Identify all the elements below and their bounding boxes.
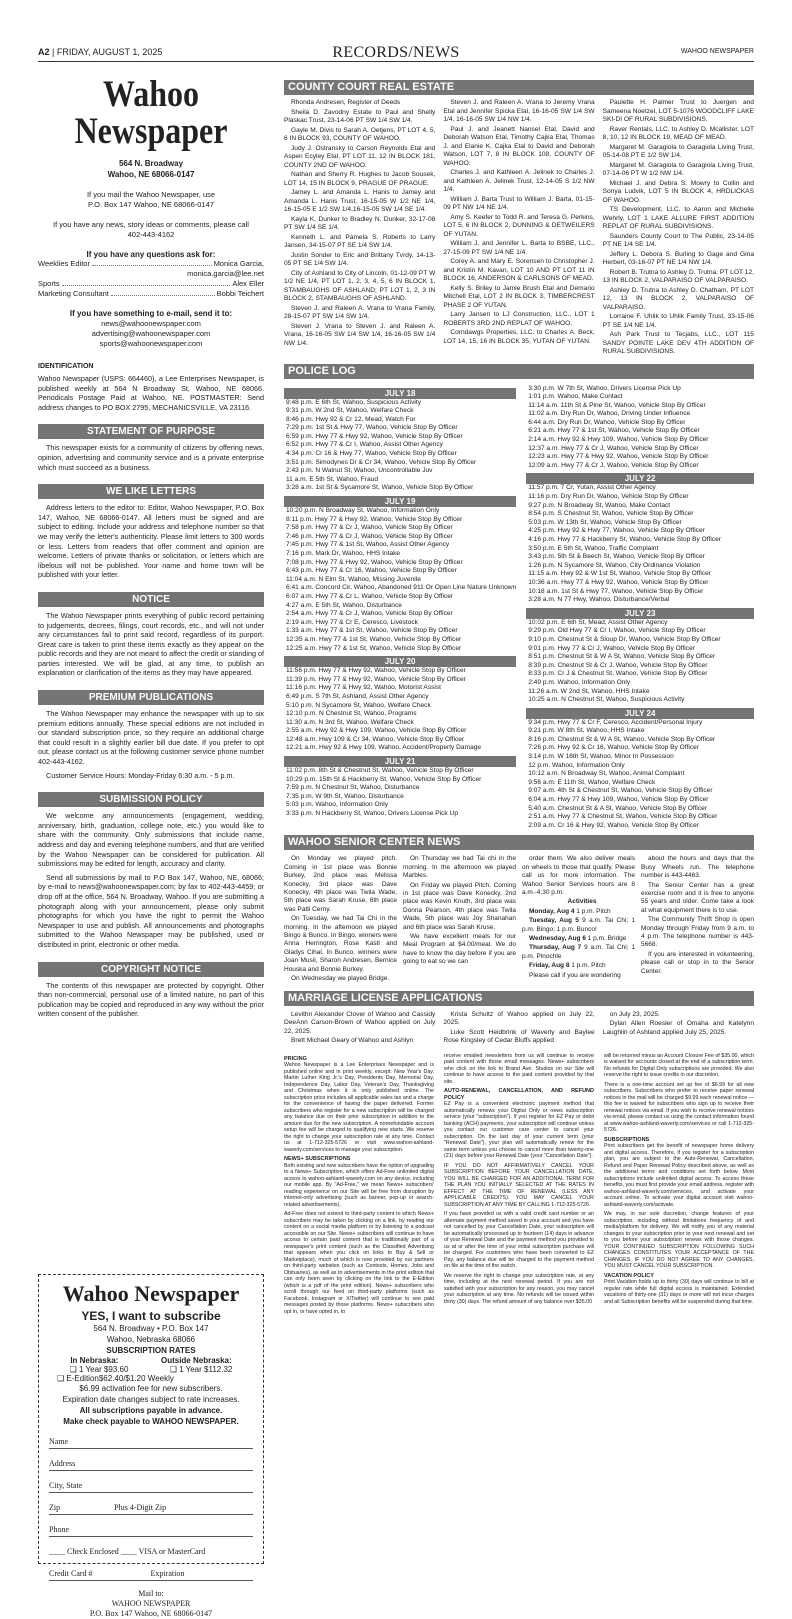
log-entry: 2:09 a.m. Cr 16 & Hwy 92, Wahoo, Vehicle Stop By Officer <box>528 821 699 829</box>
terms-paragraph: Print Vacation holds up to thirty (30) days will continue to bill at regular rate while full digital access is maintained. Extended vacations of thirty-one (31) days or more will not incur charges and all Subscription benefits will be suspended during that time. <box>604 1279 754 1305</box>
log-entry: 5:40 a.m. Chestnut St & A St, Wahoo, Vehicle Stop By Officer <box>528 804 708 812</box>
log-entry: 12:37 a.m. Hwy 77 & Cr J, Wahoo, Vehicle Stop By Officer <box>528 444 699 452</box>
copyright-text: The contents of this newspaper are protected by copyright. Other than non-commercial, personal use of a limited nature, no part of this publication may be copied and reproduced in any way without the prior written consent of the publisher. <box>38 980 264 1019</box>
terms-paragraph: Print subscribers get the benefit of newspaper home delivery and digital access. Therefore, if you register for a subscription plan, you are subject to the Auto-Renewal, Cancellation, Refund and Paper Renewal Policy described above, as well as the additional terms and conditions set forth below. Most subscriptions include unlimited digital access. To access these benefits, you must first provide your email address, register with wahoo-ashland-waverly.com/services, and activate your account online. To activate your digital account visit wahoo-ashland-waverly.com/activate. <box>604 1143 754 1208</box>
terms-paragraph: receive emailed newsletters from us will continue to receive paid content with those email messages. News+ subscribers who click on the link to Brand Ave. Studios on our Site will continue to have access to the paid content provided by that site. <box>444 1052 594 1085</box>
senior-paragraph: On Monday we played pitch. Coming in 1st place was Bonnie Burkey, 2nd place was Melissa Konecky, 3rd place was Dave Konecky, 4th place was Twila Wade, 5th place was Sarah Kruse, 6th place was Patti Cerny. <box>284 855 397 913</box>
court-entry: Steven J. Vrana to Steven J. and Raleen A. Vrana, 16-16-05 SW 1/4 SW 1/4, 16-16-05 SW 1/4 NW 1/4. <box>284 322 436 347</box>
rates-options <box>49 1365 253 1374</box>
log-entry: 7:08 p.m. Hwy 77 & Hwy 92, Wahoo, Vehicle Stop By Officer <box>286 558 463 566</box>
terms-paragraph: Wahoo Newspaper is a Lee Enterprises Newspaper and is published online and in print weekly, except: New Year's Day, Martin Luther King Jr.'s Day, Presidents Day, Memorial Day, Independence Day, Labor Day, Veteran's Day, Thanksgiving and Christmas when it is only published online. The subscription price includes all applicable sales tax and a charge for the convenience of having the paper delivered. Former subscribers who register for a new subscription will be charged any balance due on their prior subscription in addition to the amount due for the new subscription. A nonrefundable account setup fee will be charged to qualifying new starts. We reserve the right to change your subscription rate at any time. Contact us at 1-712-325-5726 or visit www.wahoo-ashland-waverly.com/services to manage your subscription. <box>284 1062 434 1153</box>
customer-service-hours: Customer Service Hours: Monday-Friday 6:30 a.m. - 5 p.m. <box>46 770 235 780</box>
court-records <box>284 99 754 358</box>
terms-col-3 <box>604 1053 754 1319</box>
date-bar: JULY 21 <box>284 756 516 767</box>
terms-paragraph: Ad-Free does not extend to third-party content to which News+ subscribers may be taken by clicking on a link, by reading our content on a social media platform or by listening to a podcast accessible on our Site. News+ subscribers will continue to have access to certain paid content that is traditionally part of a newspaper's print content (such as the Classified Advertising that appears when you click on links to Buy & Sell or Marketplace), much of which is now provided by our partners on third-party websites (such as Contests, Homes, Jobs and Obituaries), as well as to advertisements in the print edition that can only been seen by clicking on the link to the E-Edition (which is a pdf of the print edition). News+ subscribers who scroll through our feed on third-party platforms (such as Facebook, Instagram or X/Twitter) will continue to see paid messages posted by those platforms. News+ subscribers who opt in, or have opted in, to <box>284 1211 434 1315</box>
log-entry: 5:03 p.m. Wahoo, Information Only <box>286 801 389 809</box>
log-entry: 7:45 p.m. Hwy 77 & 1st St, Wahoo, Assist Other Agency <box>286 541 450 549</box>
log-entry: 4:25 p.m. Hwy 92 & Hwy 77, Wahoo, Vehicle Stop By Officer <box>528 527 705 535</box>
log-entry: 12 p.m. Wahoo, Information Only <box>528 761 625 769</box>
court-entry: Judy J. Ostransky to Carson Reynolds Etal and Aspen Ecyley Etal, PT LOT 11, 12 IN BLOCK 181, COUNTY 2ND OF WAHOO. <box>284 144 436 169</box>
court-entry: Steven J. and Raleen A. Vrana to Jeremy Vrana Etal and Jennifer Spicka Etal, 16-16-05 SW 1/4 SW 1/4, 16-16-05 SW 1/4 NW 1/4. <box>443 99 595 123</box>
court-entry: Saunders County Court to The Public, 23-14-05 PT NE 1/4 SE 1/4. <box>602 232 754 248</box>
log-entry: 11:14 a.m. 11th St & Pine St, Wahoo, Vehicle Stop By Officer <box>528 401 706 409</box>
log-entry: 11:26 a.m. W 2nd St, Wahoo, HHS Intake <box>528 687 650 695</box>
log-entry: 11:39 p.m. Hwy 77 & Hwy 92, Wahoo, Vehicle Stop By Officer <box>286 675 466 683</box>
terms-paragraph: EZ Pay is a convenient electronic payment method that automatically renews your Digital Only or news subscription service (your "subscription"). If you register for EZ Pay or debit banking (ACH) payments, your subscription will continue unless you contact our customer care center to cancel your subscription. On the last day of your current term (your "Renewal Date"), your plan will automatically renew for the same term unless you choose to cancel more than twenty-one (21) days before your Renewal Date (your "Cancellation Date"). <box>444 1101 594 1159</box>
log-entry: 9:10 p.m. Chestnut St & Sloup Dr, Wahoo, Vehicle Stop By Officer <box>528 635 721 643</box>
phone-field[interactable]: Phone <box>49 1525 253 1537</box>
coupon-title: YES, I want to subscribe <box>81 1309 221 1323</box>
rates-heading: SUBSCRIPTION RATES <box>106 1346 196 1355</box>
coupon-address: 564 N. Broadway • P.O. Box 147 Wahoo, Nebraska 68066 <box>93 1324 209 1344</box>
terms-heading: VACATION POLICY <box>604 1272 654 1279</box>
court-entry: Ash Park Trust to Tecjabs, LLC., LOT 115 SANDY POINTE LAKE DEV 4TH ADDITION OF RURAL SUBDIVISIONS. <box>602 331 754 355</box>
log-entry: 8:11 p.m. Hwy 77 & Hwy 92, Wahoo, Vehicle Stop By Officer <box>286 515 463 523</box>
marriage-entry: on July 23, 2025. <box>609 1010 660 1018</box>
court-entry: Margaret M. Garagiola to Garagiola Living Trust, 05-14-08 PT E 1/2 SW 1/4. <box>602 143 754 159</box>
marriage-entry: Brett Michael Geary of Wahoo and Ashlyn <box>291 1037 414 1044</box>
dot-leader <box>62 279 231 286</box>
contact-row <box>38 269 264 279</box>
questions-list <box>38 259 264 299</box>
court-entry: Jamey L. and Amanda L. Hanis to Jamey and Amanda L. Hanis Trust, 16-15-05 W 1/2 NE 1/4, 16-15-05 E 1/2 SW 1/4,16-15-05 SW 1/4 SE 1/4. <box>284 189 436 213</box>
log-entry: 11:04 a.m. N Elm St, Wahoo, Missing Juvenile <box>286 575 421 583</box>
log-entry: 11:15 a.m. Hwy 92 & W 1st St, Wahoo, Vehicle Stop By Officer <box>528 570 711 578</box>
credit-card-field[interactable]: Credit Card # Expiration <box>49 1569 253 1581</box>
senior-paragraph: On Wednesday we played Bridge. <box>291 975 390 983</box>
log-entry: 7:29 p.m. 1st St & Hwy 77, Wahoo, Vehicle Stop By Officer <box>286 424 458 432</box>
mail-info: If you mail the Wahoo Newspaper, use P.O. Box 147 Wahoo, NE 68066-0147 <box>86 190 216 209</box>
log-entry: 7:59 p.m. N Chestnut St, Wahoo, Disturbance <box>286 784 420 792</box>
senior-paragraph: On Thursday we had Tai chi in the morning. In the afternoon we played Marbles. <box>403 855 516 880</box>
rates-regions: In Nebraska: Outside Nebraska: <box>70 1356 232 1365</box>
police-col-left <box>284 385 516 831</box>
senior-paragraph: If you are interested in volunteering, please call or stop in to the Senior Center. <box>641 950 754 975</box>
letters-text: Address letters to the editor to: Editor, Wahoo Newspaper, P.O. Box 147, Wahoo, NE 68066-0147. All letters must be signed and are subject to editing. Include your address and telephone number so that we may verify the letter's authenticity. Please limit letters to 300 words or less. Letters from readers that offer comment and opinion are welcome. Letters of private thanks or solicitation, or letters which are libelous will not be published. Your name and home town will be published with your letter. <box>38 503 264 580</box>
log-entry: 4:16 p.m. Hwy 77 & Hackberry St, Wahoo, Vehicle Stop By Officer <box>528 536 721 543</box>
court-entry: Kenneth L. and Pamela S. Roberts to Larry Jansen, 34-15-07 PT SE 1/4 SW 1/4. <box>284 233 436 249</box>
log-entry: 8:39 p.m. Chestnut St & Cr J, Wahoo, Vehicle Stop By Officer <box>528 661 708 669</box>
date-bar: JULY 22 <box>526 473 754 484</box>
identification-heading: IDENTIFICATION <box>38 363 94 370</box>
log-entry: 7:35 p.m. W 9th St, Wahoo, Disturbance <box>286 792 404 800</box>
log-entry: 12:48 a.m. Hwy 109 & Cr 34, Wahoo, Vehicle Stop By Officer <box>286 735 465 743</box>
log-entry: 2:49 p.m. Wahoo, Information Only <box>528 678 631 686</box>
senior-news <box>284 855 754 984</box>
court-entry: City of Ashland to City of Lincoln, 01-12-09 PT W 1/2 NE 1/4, PT LOT 1, 2, 3, 4, 5, 6 IN BLOCK 1, STAMBAUGHS OF ASHLAND; PT LOT 1, 2, 3 IN BLOCK 2, STAMBAUGHS OF ASHLAND. <box>284 269 436 302</box>
log-entry: 9:31 p.m. W 2nd St, Wahoo, Welfare Check <box>286 407 414 415</box>
log-entry: 2:19 a.m. Hwy 77 & Cr E, Ceresco, Livestock <box>286 618 418 626</box>
senior-col-1 <box>284 855 397 984</box>
log-entry: 10:18 a.m. 1st St & Hwy 77, Wahoo, Vehicle Stop By Officer <box>528 587 704 595</box>
log-entry: 12:09 a.m. Hwy 77 & Cr J, Wahoo, Vehicle Stop By Officer <box>528 461 699 469</box>
premium-heading: PREMIUM PUBLICATIONS <box>38 690 264 705</box>
senior-col-4 <box>641 855 754 984</box>
court-entry: Amy S. Keefer to Todd R. and Teresa G. Perkins, LOT 5, 6 IN BLOCK 2, DUNNING & DETWEILERS OF YUTAN. <box>443 213 595 238</box>
log-entry: 11:16 p.m. Dry Run Dr, Wahoo, Vehicle Stop By Officer <box>528 493 689 501</box>
log-entry: 9:48 p.m. E 6th St, Wahoo, Suspicious Activity <box>286 398 421 406</box>
contact-row <box>38 279 264 289</box>
terms-paragraph: Both existing and new subscribers have the option of upgrading to a News+ Subscription, which offers Ad-Free unlimited digital access to wahoo-ashland-waverly.com on any device, including our mobile app. By "Ad-Free," we mean News+ subscribers' reading experience on our Site will be free from disruption by internet-only advertising (such as banner, pop-up or search-related advertisements). <box>284 1162 434 1208</box>
city-state-field[interactable]: City, State <box>49 1481 253 1493</box>
fee-note: $6.99 activation fee for new subscribers. <box>79 1384 223 1393</box>
right-columns <box>284 80 754 1318</box>
court-entry: Paulette H. Palmer Trust to Juergen and Sameena Noetzel, LOT 5-1076 WOODCLIFF LAKE SKI-DI OF RURAL SUBDIVISIONS. <box>602 99 754 123</box>
log-entry: 6:07 a.m. Hwy 77 & Cr L, Wahoo, Vehicle Stop By Officer <box>286 592 454 600</box>
copyright-heading: COPYRIGHT NOTICE <box>38 962 264 977</box>
email-address: advertising@wahoonewspaper.com <box>91 329 211 338</box>
court-entry: William J. Barta Trust to William J. Barta, 01-15-09 PT NW 1/4 NE 1/4. <box>443 195 595 211</box>
log-entry: 11:30 a.m. N 3rd St, Wahoo, Welfare Check <box>286 718 414 726</box>
log-entry: 11:02 p.m. 8th St & Chestnut St, Wahoo, Vehicle Stop By Officer <box>286 767 474 775</box>
court-entry: Ashley D. Trutna to Ashley D. Chatham, PT LOT 12, 13 IN BLOCK 2, VALPARAISO OF VALPARAISO. <box>602 286 754 311</box>
contact-role: Weeklies Editor <box>38 259 90 268</box>
date-bar: JULY 19 <box>284 496 516 507</box>
dot-leader <box>111 289 215 296</box>
log-entry: 11:02 a.m. Dry Run Dr, Wahoo, Driving Under Influence <box>528 410 691 418</box>
contact-name: Bobbi Teichert <box>216 289 264 298</box>
subscription-terms <box>284 1053 754 1319</box>
contact-row <box>38 259 264 269</box>
court-entry: Corndawgs Properties, LLC. to Charles A. Beck, LOT 14, 15, 16 IN BLOCK 35, YUTAN OF YUTAN. <box>443 329 595 345</box>
submission-text-2: Send all submissions by mail to P.O Box 147, Wahoo, NE, 68066; by e-mail to news@wahoonewspaper.com; by fax to 402-443-4459; or drop off at the office, 564 N. Broadway, Wahoo. If you are submitting a photograph along with your announcement, please only submit photographs for which you have the right to permit the Wahoo Newspaper to use and publish. All announcements and photographs submitted to the Wahoo Newspaper may be published, used or distributed in print, electronic or other media. <box>38 872 264 949</box>
log-entry: 3:28 a.m. N 77 Hwy, Wahoo, Disturbance/Verbal <box>528 596 670 604</box>
log-entry: 9:34 p.m. Hwy 77 & Cr F, Ceresco, Accident/Personal Injury <box>528 718 703 726</box>
date-bar: JULY 20 <box>284 656 516 667</box>
court-col-3 <box>603 99 754 358</box>
marriage-entry: Dylan Allen Roesler of Omaha and Katelynn Laughlin of Ashland applied July 25, 2025. <box>602 1020 754 1036</box>
court-entry: Michael J. and Debra S. Mowry to Collin and Sonya Ludvik, LOT 5 IN BLOCK 4, HRDLICKAS OF WAHOO. <box>602 179 754 204</box>
contact-row <box>38 289 264 299</box>
marriage-entry: Krista Schultz of Wahoo applied on July 22, 2025. <box>443 1010 595 1026</box>
senior-paragraph: On Tuesday, we had Tai Chi in the morning. In the afternoon we played Bingo & Bunco. In Bingo, winners were Anna Herrington, Rose Kastl and Gladys Cihal. In Bunco, winners were Joan Musil, Sharon Andresen, Bernice Houska and Bonnie Burkey. <box>284 915 397 973</box>
court-entry: Justin Sonder to Eric and Brittany Tvrdy, 14-13-05 PT SE 1/4 SW 1/4. <box>284 251 436 267</box>
court-entry: Nathan and Sherry R. Hughes to Jacob Sousek, LOT 14, 15 IN BLOCK 9, PRAGUE OF PRAGUE. <box>284 171 436 187</box>
log-entry: 6:49 p.m. S 7th St, Ashland, Assist Other Agency <box>286 692 429 700</box>
court-entry: Rhonda Andresen, Register of Deeds <box>291 99 401 106</box>
log-entry: 2:51 a.m. Hwy 77 & Chestnut St, Wahoo, Vehicle Stop By Officer <box>528 813 718 821</box>
log-entry: 9:07 a.m. 4th St & Chestnut St, Wahoo, Vehicle Stop By Officer <box>528 787 713 795</box>
log-entry: 3:51 p.m. Simodynes Dr & Cr 34, Wahoo, Vehicle Stop By Officer <box>286 458 477 466</box>
log-entry: 6:41 a.m. Concord Cir, Wahoo, Abandoned 911 Or Open Line Nature Unknown <box>286 584 517 592</box>
log-entry: 6:52 p.m. Hwy 77 & Cr I, Wahoo, Assist Other Agency <box>286 441 443 449</box>
court-col-1 <box>284 99 435 358</box>
marriage-licenses <box>284 1011 754 1047</box>
mail-to: Mail to: WAHOO NEWSPAPER P.O. Box 147 Wahoo, NE 68066-0147 <box>89 1589 213 1618</box>
log-entry: 7:16 p.m. Mark Dr, Wahoo, HHS Intake <box>286 550 401 557</box>
marriage-heading: MARRIAGE LICENSE APPLICATIONS <box>284 991 754 1006</box>
court-entry: Margaret M. Garagiola to Garagiola Living Trust, 07-14-06 PT W 1/2 NW 1/4. <box>602 161 754 177</box>
log-entry: 9:01 p.m. Hwy 77 & Cr J, Wahoo, Vehicle Stop By Officer <box>528 644 695 652</box>
log-entry: 8:16 p.m. Chestnut St & W A St, Wahoo, Vehicle Stop By Officer <box>528 735 716 743</box>
log-entry: 2:54 a.m. Hwy 77 & Cr J, Wahoo, Vehicle Stop By Officer <box>286 610 453 618</box>
senior-paragraph: The Senior Center has a great exercise room and it is free to anyone 55 years and older. Come take a look at what equipment there is to use. <box>641 881 754 914</box>
log-entry: 11:16 p.m. Hwy 77 & Hwy 92, Wahoo, Motorist Assist <box>286 684 442 692</box>
terms-heading: AUTO-RENEWAL, CANCELLATION, AND REFUND POLICY <box>444 1088 594 1101</box>
log-entry: 1:01 p.m. Wahoo, Make Contact <box>528 393 623 401</box>
letters-heading: WE LIKE LETTERS <box>38 484 264 499</box>
address: 564 N. Broadway Wahoo, NE 68066-0147 <box>107 159 195 179</box>
purpose-text: This newspaper exists for a community of citizens by offering news, opinion, advertising and community service and is a private enterprise which must succeed as a business. <box>38 443 264 472</box>
coupon-masthead: Wahoo Newspaper <box>62 1281 240 1306</box>
log-entry: 3:43 p.m. 5th St & Beech St, Wahoo, Vehicle Stop By Officer <box>528 553 705 561</box>
submission-text: We welcome any announcements (engagement, wedding, anniversary, birth, graduation, college note, etc.) you would like to share with the community. Only submissions that include name, address and day and evening telephone numbers, and that are verified by the Wahoo Newspaper can be considered for publication. All submissions may be edited for length, accuracy and clarity. <box>38 811 264 869</box>
log-entry: 2:14 a.m. Hwy 92 & Hwy 109, Wahoo, Vehicle Stop By Officer <box>528 436 709 444</box>
terms-paragraph: We reserve the right to change your subscription rate, at any time, including at the next renewal period. If you are not satisfied with your subscription for any reason, you may cancel your subscription at any time. No refunds will be issued within thirty (30) days. The refund amount of any balance over $35.00 <box>444 1272 594 1305</box>
log-entry: 3:33 p.m. N Hackberry St, Wahoo, Drivers License Pick Up <box>286 810 458 818</box>
court-entry: Corey A. and Mary E. Sorensen to Christopher J. and Kristin M. Kavan, LOT 10 AND PT LOT 11 IN BLOCK 16, ANDERSON & CARLSONS OF MEAD. <box>443 258 595 282</box>
log-entry: 3:50 p.m. E 5th St, Wahoo, Traffic Complaint <box>528 544 659 552</box>
senior-col-3: order them. We also deliver meals on wheels to those that qualify. Please call us for more information. The Wahoo Senior Services hours are 8 a.m.-4:30 p.m. Activities Monday, Aug 4 1 p.m. Pitch Tuesday, Aug 5 9 a.m. Tai Chi; 1 p.m. Bingo; 1 p.m. Bunco! Wednesday, Aug 6 1 p.m. Bridge Thursday, Aug 7 9 a.m. Tai Chi; 1 p.m. Pinochle Friday, Aug 8 1 p.m. Pitch Please call if you are wondering <box>522 855 636 979</box>
log-entry: 10:36 a.m. Hwy 77 & Hwy 92, Wahoo, Vehicle Stop By Officer <box>528 578 709 586</box>
contact-role: Marketing Consultant <box>38 289 109 298</box>
log-entry: 6:44 a.m. Dry Run Dr, Wahoo, Vehicle Stop By Officer <box>528 418 686 426</box>
log-entry: 3:14 p.m. W 16th St, Wahoo, Minor In Possession <box>528 753 674 761</box>
marriage-col-3 <box>603 1011 754 1047</box>
log-entry: 12:23 a.m. Hwy 77 & Hwy 92, Wahoo, Vehicle Stop By Officer <box>528 453 709 461</box>
contact-name: Alex Eller <box>232 279 264 288</box>
court-entry: Paul J. and Jeanett Nansel Etal, David and Deborah Watson Etal, Timothy Cajka Etal, Thomas J. and Elanie K. Cajka Etal to David and Deborah Watson, LOT 7, 8 IN BLOCK 108, COUNTY OF WAHOO. <box>443 125 595 167</box>
date-bar: JULY 24 <box>526 708 754 719</box>
submission-heading: SUBMISSION POLICY <box>38 792 264 807</box>
log-entry: 4:27 a.m. E 5th St, Wahoo, Disturbance <box>286 601 402 609</box>
marriage-col-2 <box>443 1011 594 1047</box>
log-entry: 3:28 a.m. 1st St & Sycamore St, Wahoo, Vehicle Stop By Officer <box>286 484 474 492</box>
log-entry: 3:30 p.m. W 7th St, Wahoo, Drivers License Pick Up <box>528 384 681 392</box>
terms-heading: NEWS+ SUBSCRIPTIONS <box>284 1156 351 1162</box>
log-entry: 8:51 p.m. Chestnut St & W A St, Wahoo, Vehicle Stop By Officer <box>528 653 716 661</box>
log-entry: 1:33 a.m. Hwy 77 & 1st St, Wahoo, Vehicle Stop By Officer <box>286 627 458 635</box>
log-entry: 1:26 p.m. N Sycamore St, Wahoo, City Ordinance Violation <box>528 561 701 569</box>
date-bar: JULY 18 <box>284 388 516 399</box>
log-entry: 10:29 p.m. 15th St & Hackberry St, Wahoo, Vehicle Stop By Officer <box>286 775 482 783</box>
court-entry: Kayla K. Dunker to Bradley N. Dunker, 32-17-08 PT SW 1/4 SE 1/4. <box>284 215 436 231</box>
notice-text: The Wahoo Newspaper prints everything of public record pertaining to judgements, decrees, filings, court records, etc., and will not under any circumstances fail to print said record, regardless of its purport. Great care is taken to print these items exactly as they appear on the public records and they are not meant to affect the credit or standing of parties interested. We will be glad, at any time, to publish an explanation or clarification of the items as they may have appeared. <box>38 610 264 678</box>
log-entry: 9:56 a.m. E 11th St, Wahoo, Welfare Check <box>528 778 656 786</box>
section-title: RECORDS/NEWS <box>332 44 460 61</box>
log-entry: 9:21 p.m. W 8th St, Wahoo, HHS Intake <box>528 727 645 735</box>
senior-paragraph: The Community Thrift Shop is open Monday through Friday from 9 a.m. to 4 p.m. The telephone number is 443-5668. <box>641 916 754 949</box>
police-col-right <box>526 385 754 831</box>
log-entry: 7:26 p.m. Hwy 92 & Cr 16, Wahoo, Vehicle Stop By Officer <box>528 744 699 752</box>
log-entry: 2:55 a.m. Hwy 92 & Hwy 109, Wahoo, Vehicle Stop By Officer <box>286 727 467 735</box>
log-entry: 6:59 p.m. Hwy 77 & Hwy 92, Wahoo, Vehicle Stop By Officer <box>286 432 463 440</box>
terms-paragraph: If you have provided us with a valid credit card number or an alternate payment method saved in your account and you have not cancelled by your Cancellation Date, your subscription will be automatically processed up to fourteen (14) days in advance of your Renewal Date and the payment method you provided to us at or after the time of your initial subscription purchase will be charged. For customers who have been converted to EZ Pay, any balance due will be charged to the payment method on file at the time of the switch. <box>444 1211 594 1269</box>
log-entry: 12:10 p.m. N Chestnut St, Wahoo, Programs <box>286 710 417 718</box>
court-entry: Kelly S. Briley to Jamie Brush Etal and Demario Mitchell Etal, LOT 2 IN BLOCK 3, TIMBERCREST PHASE 2 OF YUTAN. <box>443 284 595 309</box>
court-entry: Charles J. and Kathleen A. Jelinek to Charles J. and Kathleen A. Jelinek Trust, 12-14-05 S 1/2 NW 1/4. <box>443 169 595 193</box>
e-edition-option[interactable]: ❑ E-Edition$62.40/$1.20 Weekly <box>57 1374 174 1383</box>
stories-info: If you have any news, story ideas or comments, please call 402-443-4162 <box>53 220 249 239</box>
address-field[interactable]: Address <box>49 1459 253 1471</box>
dot-leader <box>92 259 212 266</box>
log-entry: 11:56 p.m. Hwy 77 & Hwy 92, Wahoo, Vehicle Stop By Officer <box>286 667 466 675</box>
masthead: Wahoo Newspaper <box>74 72 228 152</box>
log-entry: 8:33 p.m. Cr J & Chestnut St, Wahoo, Vehicle Stop By Officer <box>528 670 708 678</box>
log-entry: 5:10 p.m. N Sycamore St, Wahoo, Welfare Check <box>286 701 431 709</box>
email-address: sports@wahoonewspaper.com <box>99 339 203 348</box>
court-entry: TS Development, LLC. to Aaron and Michelle Wehrly, LOT 1 LAKE ALLURE FIRST ADDITION REPLAT OF RURAL SUBDIVISIONS. <box>602 206 754 230</box>
court-entry: Steven J. and Raleen A. Vrana to Vrana Family, 28-15-07 PT SW 1/4 SW 1/4. <box>284 304 436 320</box>
marriage-col-1 <box>284 1011 435 1047</box>
terms-paragraph: There is a one-time account set up fee of $6.99 for all new subscribers. Subscribers who prefer to receive paper renewal notices in the mail will be charged $9.99 each renewal notice — this fee is waived for subscribers who sign up to receive their renewal notices via email. If you wish to receive renewal notices via email, please contact us using the contact information found at www.wahoo-ashland-waverly.com/services or call 1-712-325-5726. <box>604 1081 754 1133</box>
contact-email: monica.garcia@lee.net <box>187 269 264 278</box>
log-entry: 12:35 a.m. Hwy 77 & 1st St, Wahoo, Vehicle Stop By Officer <box>286 635 462 643</box>
expiration-note: Expiration date changes subject to rate increases. <box>62 1395 240 1404</box>
log-entry: 6:43 p.m. Hwy 77 & Cr 16, Wahoo, Vehicle Stop By Officer <box>286 567 457 575</box>
terms-col-2 <box>444 1053 594 1319</box>
court-heading: COUNTY COURT REAL ESTATE <box>284 80 754 95</box>
court-entry: Gayle M. Divis to Sarah A. Oetjens, PT LOT 4, 5, 6 IN BLOCK 93, COUNTY OF WAHOO. <box>284 126 436 142</box>
log-entry: 9:29 p.m. Old Hwy 77 & Cr I, Wahoo, Vehicle Stop By Officer <box>528 627 706 635</box>
senior-heading: WAHOO SENIOR CENTER NEWS <box>284 835 754 850</box>
marriage-entry: Levithn Alexander Clover of Wahoo and Cassidy DeeAnn Carson-Brown of Wahoo applied on July 22, 2025. <box>284 1010 436 1035</box>
senior-col-2 <box>403 855 516 984</box>
notice-heading: NOTICE <box>38 592 264 607</box>
terms-paragraph: We may, in our sole discretion, change features of your subscription, including without limitations frequency of and media/platform for delivery. We will notify you of any material changes to your subscription prior to your next renewal and set to you before your subscription renews with those changes. YOUR CONTINUED SUBSCRIPTION FOLLOWING SUCH CHANGES CONSTITUTES YOUR ACCEPTANCE OF THE CHANGES. IF YOU DO NOT AGREE TO ANY CHANGES, YOU MUST CANCEL YOUR SUBSCRIPTION. <box>604 1211 754 1269</box>
contact-name: Monica Garcia, <box>213 259 264 268</box>
in-state-year-option[interactable]: ❑ 1 Year $93.60 <box>69 1365 129 1374</box>
contact-role: Sports <box>38 279 60 288</box>
terms-heading: SUBSCRIPTIONS <box>604 1136 650 1143</box>
log-entry: 7:58 p.m. Hwy 77 & Cr J, Wahoo, Vehicle Stop By Officer <box>286 524 453 532</box>
email-heading: If you have something to e-mail, send it to: <box>69 309 233 318</box>
email-list <box>38 319 264 349</box>
senior-paragraph: about the hours and days that the Busy Wheels run. The telephone number is 443-4463. <box>641 855 754 880</box>
payment-options[interactable]: ____ Check Enclosed ____ VISA or MasterCard <box>49 1547 206 1556</box>
court-entry: Larry Jansen to LJ Construction, LLC., LOT 1 ROBERTS 3RD 2ND REPLAT OF WAHOO. <box>443 311 595 327</box>
court-entry: Jeffery L. Debora S. Burling to Gage and Gina Herbert, 03-16-07 PT NE 1/4 NW 1/4. <box>602 250 754 266</box>
log-entry: 10:12 a.m. N Broadway St, Wahoo, Animal Complaint <box>528 770 685 778</box>
premium-text: The Wahoo Newspaper may enhance the newspaper with up to six premium editions annually. These special editions are not included in our standard subscription price, so they require an additional charge that could result in a slightly earlier bill due date. If you prefer to opt out, please contact us at the following customer service phone number 402-443-4162. <box>38 709 264 767</box>
email-address: news@wahoonewspaper.com <box>101 319 201 328</box>
log-entry: 10:25 a.m. N Chestnut St, Wahoo, Suspicious Activity <box>528 696 685 704</box>
log-entry: 6:21 a.m. Hwy 77 & 1st St, Wahoo, Vehicle Stop By Officer <box>528 427 700 435</box>
court-col-2 <box>443 99 594 358</box>
marriage-entry: Luke Scott Heidbrink of Waverly and Baylee Rose Kingsley of Cedar Bluffs applied <box>443 1028 595 1044</box>
purpose-heading: STATEMENT OF PURPOSE <box>38 424 264 439</box>
log-entry: 12:25 a.m. Hwy 77 & 1st St, Wahoo, Vehicle Stop By Officer <box>286 644 462 652</box>
police-heading: POLICE LOG <box>284 364 754 379</box>
terms-paragraph: will be returned minus an Account Closure Fee of $35.00, which is waived for accounts closed at the end of a subscription term. No refunds for Digital Only subscriptions are provided. We also reserve the right to issue credits in our discretion. <box>604 1052 754 1078</box>
advance-note: All subscriptions payable in advance. <box>79 1406 223 1415</box>
senior-paragraph: On Friday we played Pitch. Coming in 1st place was Dave Konecky, 2nd place was Kevin Knuth, 3rd place was Donna Pearson, 4th place was Twila Wade, 5th place was Joy Shanahan and 6th place was Sarah Kruse. <box>403 881 516 931</box>
log-entry: 12:21 a.m. Hwy 92 & Hwy 109, Wahoo, Accident/Property Damage <box>286 744 482 752</box>
police-log <box>284 385 754 831</box>
log-entry: 2:43 p.m. N Walnut St, Wahoo, Uncontrollable Juv <box>286 467 433 475</box>
log-entry: 7:46 p.m. Hwy 77 & Cr J, Wahoo, Vehicle Stop By Officer <box>286 532 453 540</box>
log-entry: 8:46 p.m. Hwy 92 & Cr 12, Mead, Watch For <box>286 415 416 423</box>
court-entry: Lorraine F. Uhlik to Uhlik Family Trust, 33-15-06 PT SE 1/4 NE 1/4. <box>602 313 754 329</box>
paper-name: WAHOO NEWSPAPER <box>680 48 754 55</box>
out-state-year-option[interactable]: ❑ 1 Year $112.32 <box>169 1365 233 1374</box>
zip-field[interactable]: Zip Plus 4-Digit Zip <box>49 1503 253 1515</box>
questions-heading: If you have any questions ask for: <box>86 250 216 259</box>
identification-text: Wahoo Newspaper (USPS: 664460), a Lee Enterprises Newspaper, is published weekly at 564 N Broadway St, Wahoo, NE 68066. Periodicals Postage Paid at Wahoo, NE. POSTMASTER: Send address changes to PO BOX 2795, MECHANICSVILLE, VA 23116. <box>38 374 264 412</box>
court-entry: William J. and Jennifer L. Barta to BSBE, LLC., 27-15-09 PT SW 1/4 NE 1/4. <box>443 240 595 256</box>
terms-col-1 <box>284 1053 434 1319</box>
log-entry: 10:02 p.m. E 6th St, Mead, Assist Other Agency <box>528 618 668 626</box>
court-entry: Robert B. Trutna to Ashley D. Trutna, PT LOT 12, 13 IN BLOCK 2, VALPARAISO OF VALPARAISO. <box>602 268 754 284</box>
name-field[interactable]: Name <box>49 1437 253 1449</box>
page-number: A2 | FRIDAY, AUGUST 1, 2025 <box>38 47 163 57</box>
log-entry: 4:34 p.m. Cr 16 & Hwy 77, Wahoo, Vehicle Stop By Officer <box>286 450 457 458</box>
log-entry: 11 a.m. E 5th St, Wahoo, Fraud <box>286 475 378 483</box>
log-entry: 9:27 p.m. N Broadway St, Wahoo, Make Contact <box>528 501 671 509</box>
terms-heading: PRICING <box>284 1055 307 1062</box>
senior-paragraph: We have excellent meals for our Meal Program at $4.00/meal. We do have to know the day before if you are going to eat so we can <box>403 933 516 966</box>
date-bar: JULY 23 <box>526 608 754 619</box>
log-entry: 11:57 p.m. 7 Cr, Yutan, Assist Other Agency <box>528 484 656 492</box>
log-entry: 8:54 p.m. S Chestnut St, Wahoo, Vehicle Stop By Officer <box>528 510 694 518</box>
terms-paragraph: IF YOU DO NOT AFFIRMATIVELY CANCEL YOUR SUBSCRIPTION BEFORE YOUR CANCELLATION DATE, YOU WILL BE CHARGED FOR AN ADDITIONAL TERM FOR THE PLAN YOU INITIALLY SELECTED AT THE RATES IN EFFECT AT THE TIME OF RENEWAL (LESS ANY APPLICABLE CREDITS). YOU MAY CANCEL YOUR SUBSCRIPTION AT ANY TIME BY CALLING 1-712-325-5726. <box>444 1162 594 1208</box>
log-entry: 5:03 p.m. W 13th St, Wahoo, Vehicle Stop By Officer <box>528 518 682 526</box>
log-entry: 10:20 p.m. N Broadway St, Wahoo, Information Only <box>286 507 440 515</box>
check-note: Make check payable to WAHOO NEWSPAPER. <box>63 1417 239 1426</box>
subscription-coupon <box>38 1274 264 1618</box>
page-header <box>38 44 754 62</box>
court-entry: Raver Rentals, LLC. to Ashley D. Mcallister, LOT 8, 10, 12 IN BLOCK 19, MEAD OF MEAD. <box>602 125 754 141</box>
log-entry: 6:04 a.m. Hwy 77 & Hwy 109, Wahoo, Vehicle Stop By Officer <box>528 796 709 804</box>
court-entry: Sheila D. Zavodny Estate to Paul and Shelly Plaskac Trust, 23-14-06 PT SW 1/4 SW 1/4. <box>284 108 436 124</box>
